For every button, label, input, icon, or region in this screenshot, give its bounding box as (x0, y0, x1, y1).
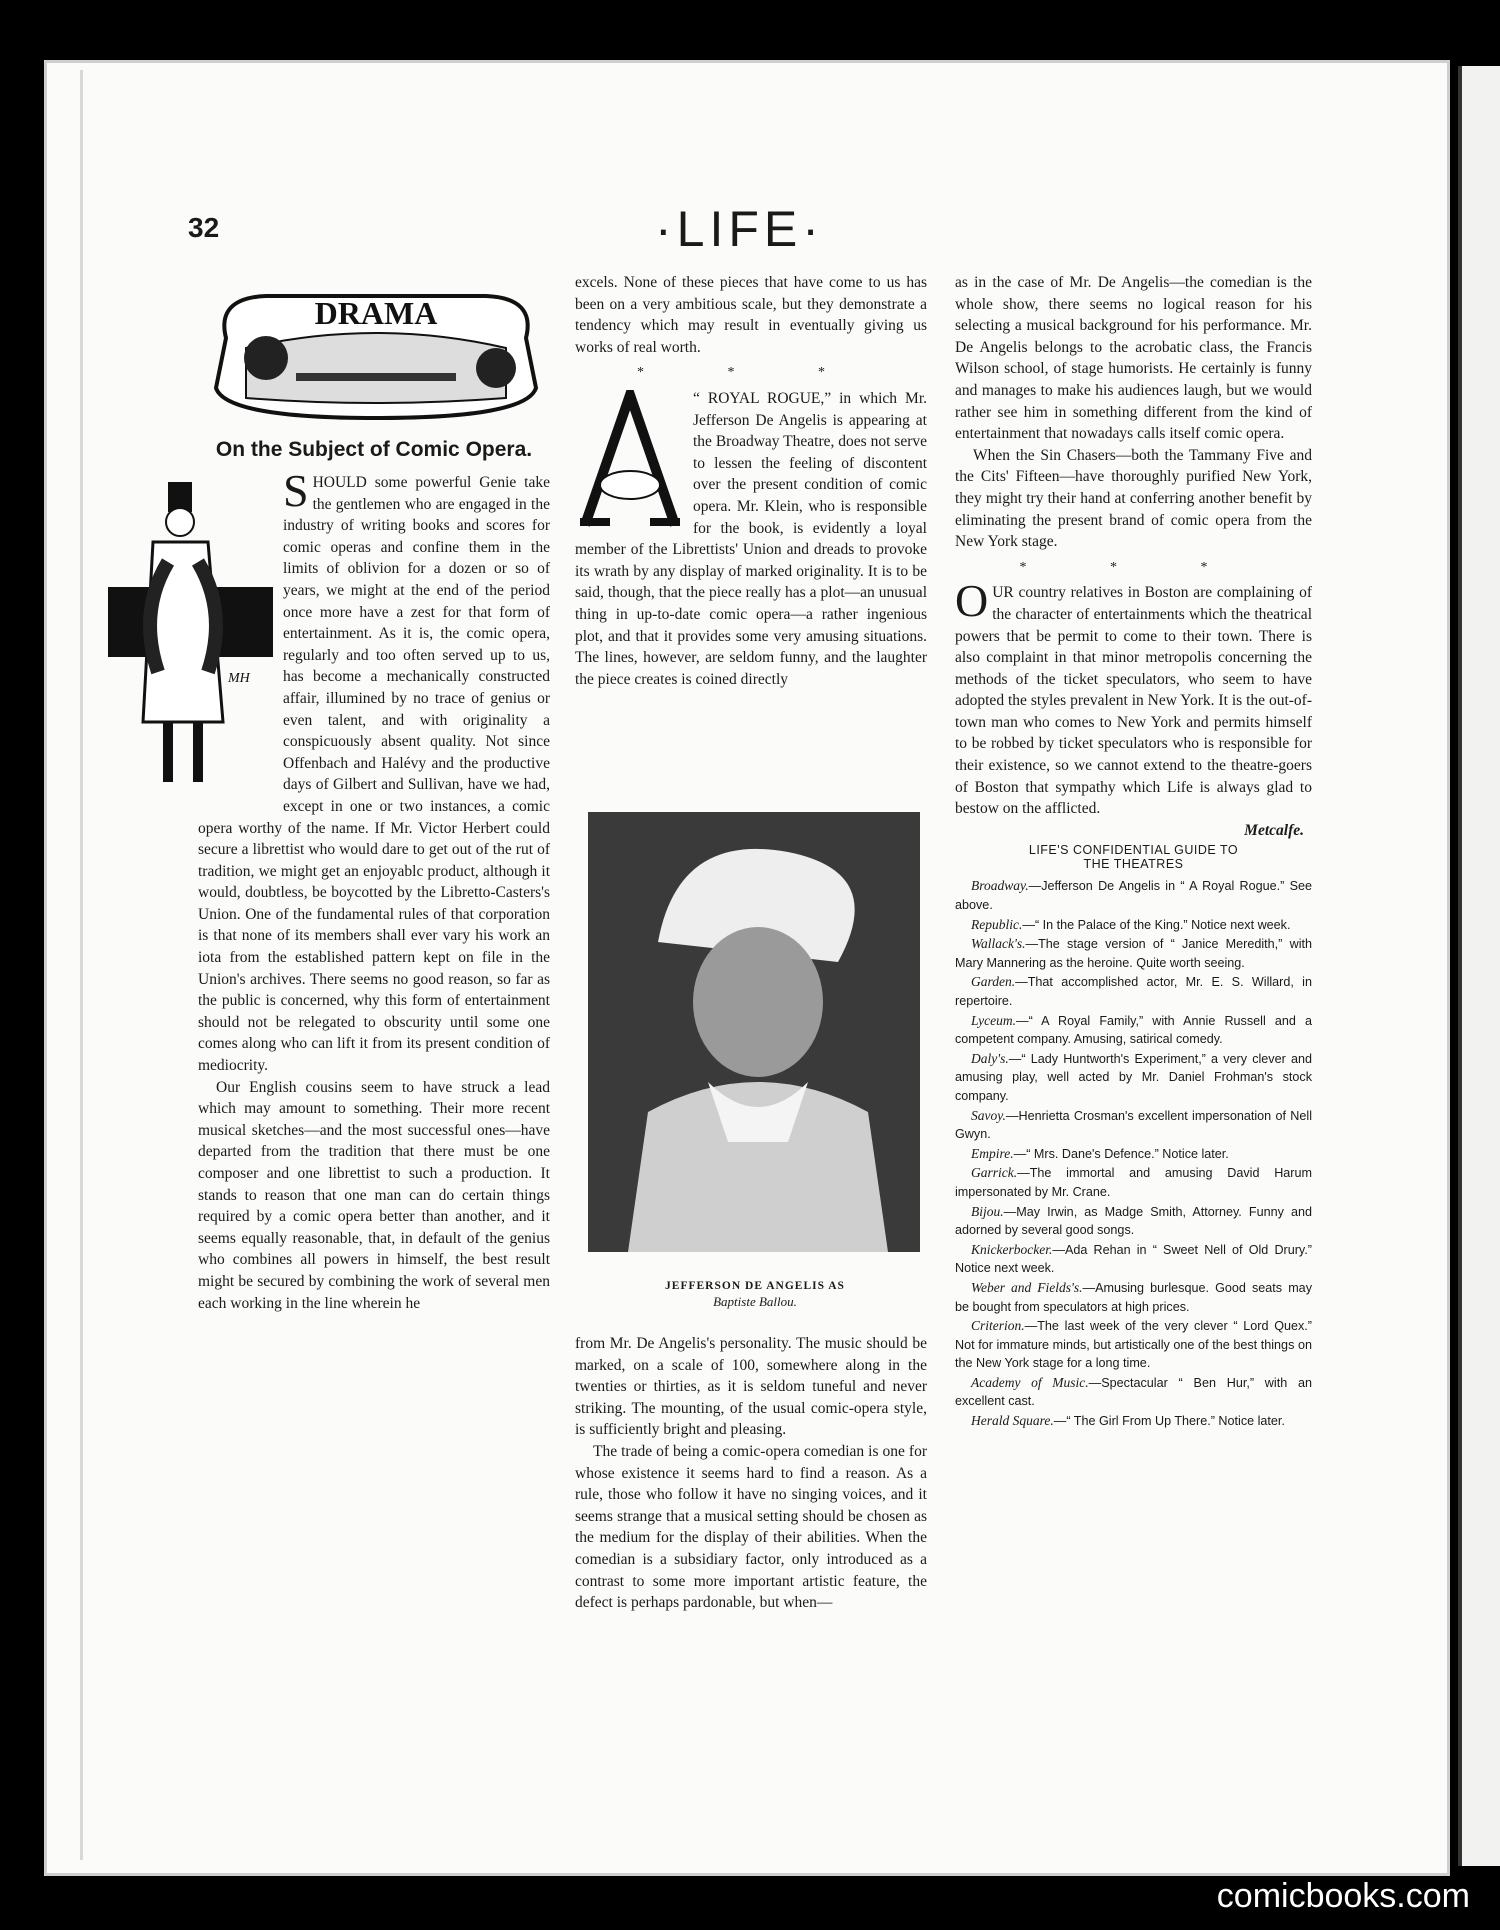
guide-text: —May Irwin, as Madge Smith, Attorney. Funny and adorned by several good songs. (955, 1204, 1312, 1238)
author-signature: Metcalfe. (1244, 821, 1304, 839)
guide-text: —Spectacular “ Ben Hur,” with an excellent cast. (955, 1375, 1313, 1409)
guide-venue: Broadway. (971, 878, 1029, 894)
paragraph-text: UR country relatives in Boston are complaining of the character of entertainments which the theatrical powers that be permit to come to their town. There is also complaint in that minor metropolis concerning the methods of the ticket speculators, who seem to have adopted the styles prevalent in New York. It is the out-of-town man who comes to New York and permits himself to be robbed by ticket speculators who is responsible for their existence, so we cannot extend to the theatre-goers of Boston that sympathy which Life is always glad to bestow on the afflicted. (955, 584, 1312, 818)
guide-entry (955, 1412, 1312, 1431)
masthead: ·LIFE· (655, 201, 824, 257)
photo-caption (575, 1278, 935, 1310)
guide-venue: Bijou. (971, 1203, 1004, 1219)
guide-entry (955, 1317, 1312, 1373)
guide-venue: Savoy. (971, 1107, 1006, 1123)
paragraph: as in the case of Mr. De Angelis—the comedian is the whole show, there seems no logical reason for his selecting a musical background for his performance. Mr. De Angelis belongs to the acrobatic class, the Francis Wilson school, of stage humorists. He certainly is funny and manages to make his audiences laugh, but we would rather see him in something different from the kind of entertainment that nowadays calls itself comic opera. (955, 274, 1312, 443)
paragraph: excels. None of these pieces that have come to us has been on a very ambitious scale, but they demonstrate a tendency which may result in eventually giving us works of real worth. (575, 274, 927, 356)
paragraph (198, 465, 550, 1077)
paragraph: from Mr. De Angelis's personality. The music should be marked, on a scale of 100, somewhere along in the twenties or thirties, as it is seldom tuneful and never striking. The mounting, of the usual comic-opera style, is sufficiently bright and pleasing. (575, 1335, 927, 1439)
guide-entry (955, 935, 1312, 972)
man-carrying-men-illustration (108, 472, 273, 797)
guide-text: —Ada Rehan in “ Sweet Nell of Old Drury.” Notice next week. (955, 1242, 1312, 1276)
decorated-dropcap-a (575, 390, 685, 530)
paragraph-text: ROYAL ROGUE,” in which Mr. Jefferson De Angelis is appearing at the Broadway Theatre, does not serve to lessen the feeling of discontent over the present condition of comic opera. Mr. Klein, who is responsible for the book, is evidently a loyal member of the Librettists' Union and dreads to provoke its wrath by any display of marked originality. It is to be said, though, that the piece really has a plot—an unusual thing in up-to-date comic opera—a rather ingenious plot, and that it provides some very amusing situations. The lines, however, are seldom funny, and the laughter the piece creates is coined directly (575, 389, 928, 688)
guide-text: —Jefferson De Angelis in “ A Royal Rogue.” See above. (955, 879, 1312, 913)
guide-venue: Criterion. (971, 1318, 1025, 1334)
facing-page-edge (1458, 66, 1500, 1866)
guide-entry (955, 1107, 1312, 1144)
column-2-lower (575, 1333, 927, 1614)
guide-entry (955, 916, 1312, 935)
column-2 (575, 272, 927, 690)
guide-text: —“ A Royal Family,” with Annie Russell and a competent company. Amusing, satirical comedy. (955, 1013, 1312, 1047)
guide-text: —Amusing burlesque. Good seats may be bought from speculators at high prices. (955, 1280, 1312, 1314)
section-divider: * * * (637, 365, 865, 381)
page-number: 32 (188, 212, 220, 243)
paragraph: Our English cousins seem to have struck a lead which may amount to something. Their more recent musical sketches—and the most successful ones—have departed from the tradition that there must be one composer and one librettist to such a production. It stands to reason that one man can do certain things required by a comic opera better than another, and it seems equally reasonable, that, in default of the genius who combines all powers in himself, the best result might be secured by combining the work of several men each working in the line wherein he (198, 1078, 550, 1312)
guide-entry (955, 1241, 1312, 1278)
guide-title-line-1: LIFE'S CONFIDENTIAL GUIDE TO (1028, 843, 1239, 858)
open-quote: “ (693, 389, 700, 407)
guide-title-line-2: THE THEATRES (1083, 857, 1184, 872)
guide-entry (955, 1145, 1312, 1164)
guide-venue: Herald Square. (971, 1413, 1054, 1429)
guide-venue: Republic. (971, 916, 1023, 932)
guide-text: —The stage version of “ Janice Meredith,” with Mary Mannering as the heroine. Quite worth seeing. (955, 937, 1312, 970)
guide-venue: Daly's. (971, 1050, 1009, 1066)
guide-venue: Academy of Music. (971, 1374, 1089, 1390)
column-3 (955, 272, 1312, 1432)
guide-venue: Garden. (971, 974, 1016, 990)
paragraph (575, 388, 927, 690)
caption-line-2: Baptiste Ballou. (713, 1294, 797, 1309)
guide-entry (955, 1374, 1312, 1411)
theatre-guide-list (955, 877, 1312, 1430)
dropcap-s: S (283, 465, 309, 516)
theatre-guide-title (955, 843, 1312, 871)
page-binding-edge (80, 70, 83, 1860)
guide-venue: Garrick. (971, 1165, 1018, 1181)
watermark: comicbooks.com (1216, 1877, 1470, 1915)
guide-venue: Wallack's. (971, 936, 1026, 952)
article-title: On the Subject of Comic Opera. (215, 438, 533, 461)
drama-banner-label: DRAMA (314, 295, 438, 331)
guide-text: —The immortal and amusing David Harum impersonated by Mr. Crane. (955, 1166, 1312, 1199)
guide-text: —That accomplished actor, Mr. E. S. Willard, in repertoire. (955, 975, 1312, 1008)
guide-text: —“ Mrs. Dane's Defence.” Notice later. (1013, 1146, 1229, 1161)
paragraph-text: HOULD some powerful Genie take the gentlemen who are engaged in the industry of writing books and scores for comic operas and confine them in the limits of oblivion for a dozen or so of years, we might at the end of the period once more have a zest for that form of entertainment. As it is, the comic opera, regularly and too often served up to us, has become a mechanically constructed affair, illumined by no trace of genius or even talent, and with originality a conspicuously absent quality. Not since Offenbach and Halévy and the productive days of Gilbert and Sullivan, have we had, except in one or two instances, a comic opera worthy of the name. If Mr. Victor Herbert could secure a librettist who would dare to get out of the rut of tradition, we might get an enjoyablс product, although it would, doubtless, be boycotted by the Libretto-Casters's Union. One of the fundamental rules of that corporation is that none of its members shall ever vary his work an iota from the established pattern kept on file in the Union's archives. There seems no good reason, so far as the public is concerned, why this form of entertainment should not be relegated to obscurity until some one comes along who can lift it from its present condition of mediocrity. (198, 474, 550, 1075)
paragraph: When the Sin Chasers—both the Tammany Five and the Cits' Fifteen—have thoroughly purified New York, they might try their hand at conferring another benefit by eliminating the present brand of comic opera from the New York stage. (955, 446, 1312, 551)
guide-text: —“ In the Palace of the King.” Notice next week. (1022, 917, 1291, 932)
guide-venue: Empire. (971, 1145, 1014, 1161)
guide-text: —The last week of the very clever “ Lord Quex.” Not for immature minds, but artistically one of the best things on the New York stage for a long time. (955, 1319, 1312, 1371)
guide-entry (955, 973, 1312, 1010)
guide-text: —“ The Girl From Up There.” Notice later. (1053, 1414, 1285, 1429)
guide-entry (955, 1164, 1312, 1201)
guide-venue: Lyceum. (971, 1012, 1016, 1028)
photo-de-angelis (588, 812, 920, 1252)
section-divider: * * * (1019, 559, 1248, 575)
guide-entry (955, 1050, 1312, 1106)
paragraph (955, 575, 1312, 820)
guide-entry (955, 877, 1312, 914)
guide-venue: Knickerbocker. (971, 1241, 1053, 1257)
guide-text: —“ Lady Huntworth's Experiment,” a very clever and amusing play, well acted by Mr. Daniel Frohman's stock company. (955, 1051, 1312, 1103)
drama-banner-illustration (206, 278, 546, 428)
dropcap-a-letter: A (629, 454, 631, 456)
column-1 (198, 278, 550, 1314)
guide-text: —Henrietta Crosman's excellent impersonation of Nell Gwyn. (955, 1108, 1312, 1142)
paragraph: The trade of being a comic-opera comedian is one for whose existence it seems hard to find a reason. As a rule, those who follow it have no singing voices, and it seems strange that a musical setting should be chosen as the medium for the display of their abilities. When the comedian is a subsidiary factor, only introduced as a contrast to some more important artistic feature, the defect is perhaps pardonable, but when— (575, 1442, 927, 1612)
guide-venue: Weber and Fields's. (971, 1279, 1083, 1295)
illustrator-mark: MH (228, 671, 250, 686)
guide-entry (955, 1203, 1312, 1240)
dropcap-o: O (955, 575, 989, 627)
guide-entry (955, 1279, 1312, 1316)
caption-line-1: JEFFERSON DE ANGELIS AS (665, 1280, 845, 1292)
photo-portrait-shape (588, 812, 920, 1252)
guide-entry (955, 1012, 1312, 1049)
